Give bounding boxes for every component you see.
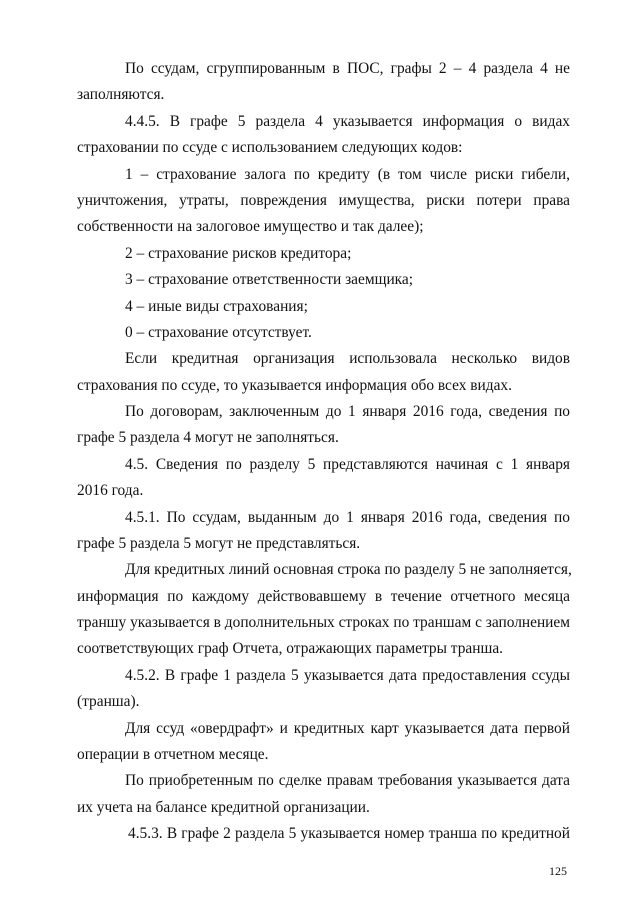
text-line: заполняются. bbox=[77, 86, 165, 103]
text-line: операции в отчетном месяце. bbox=[77, 746, 269, 763]
text-line: По договорам, заключенным до 1 января 2016 года, сведения по bbox=[125, 403, 570, 420]
page-number: 125 bbox=[549, 864, 567, 878]
text-line: страховании по ссуде с использованием следующих кодов: bbox=[77, 139, 463, 156]
text-line: информация по каждому действовавшему в течение отчетного месяца bbox=[77, 588, 570, 605]
text-line: графе 5 раздела 4 могут не заполняться. bbox=[77, 429, 339, 446]
text-line: Для ссуд «овердрафт» и кредитных карт указывается дата первой bbox=[125, 720, 570, 737]
text-line: соответствующих граф Отчета, отражающих параметры транша. bbox=[77, 640, 503, 657]
text-line: 4.5. Сведения по разделу 5 представляются начиная с 1 января bbox=[125, 456, 570, 473]
text-line: собственности на залоговое имущество и так далее); bbox=[77, 218, 424, 235]
text-line: 2 – страхование рисков кредитора; bbox=[125, 245, 352, 262]
text-line: страхования по ссуде, то указывается информация обо всех видах. bbox=[77, 377, 512, 394]
text-line: По приобретенным по сделке правам требования указывается дата bbox=[125, 772, 570, 789]
text-line: траншу указывается в дополнительных строках по траншам с заполнением bbox=[77, 614, 570, 631]
text-line: 3 – страхование ответственности заемщика; bbox=[125, 271, 414, 288]
text-line: Для кредитных линий основная строка по разделу 5 не заполняется, bbox=[125, 561, 572, 578]
text-line: 4 – иные виды страхования; bbox=[125, 298, 308, 315]
text-line: 0 – страхование отсутствует. bbox=[125, 324, 312, 341]
text-line: (транша). bbox=[77, 693, 140, 710]
text-line: 4.5.3. В графе 2 раздела 5 указывается номер транша по кредитной bbox=[128, 825, 570, 842]
text-line: 2016 года. bbox=[77, 482, 144, 499]
text-line: их учета на балансе кредитной организации. bbox=[77, 799, 370, 816]
text-line: Если кредитная организация использовала несколько видов bbox=[125, 350, 570, 367]
text-line: 4.4.5. В графе 5 раздела 4 указывается информация о видах bbox=[125, 113, 570, 130]
text-line: уничтожения, утраты, повреждения имущества, риски потери права bbox=[77, 192, 570, 209]
text-line: 1 – страхование залога по кредиту (в том числе риски гибели, bbox=[125, 166, 570, 183]
text-line: По ссудам, сгруппированным в ПОС, графы 2 – 4 раздела 4 не bbox=[125, 60, 570, 77]
text-line: графе 5 раздела 5 могут не представляться. bbox=[77, 535, 361, 552]
text-line: 4.5.2. В графе 1 раздела 5 указывается дата предоставления ссуды bbox=[125, 667, 570, 684]
text-line: 4.5.1. По ссудам, выданным до 1 января 2016 года, сведения по bbox=[125, 509, 570, 526]
